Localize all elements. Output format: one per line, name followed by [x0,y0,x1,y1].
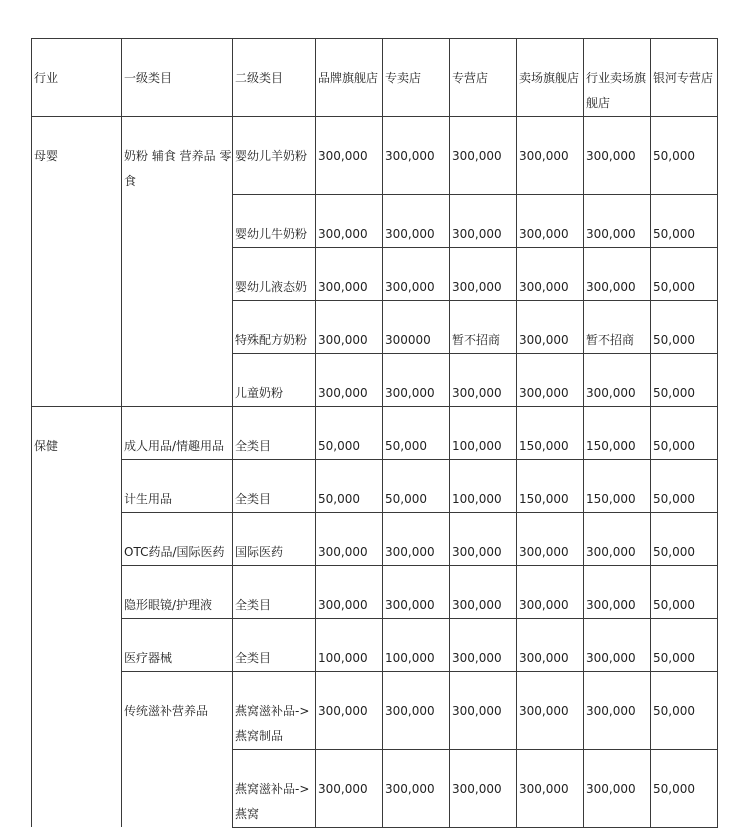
header-row [32,39,718,117]
cat2-cell: 全类目 [233,459,316,512]
header-cell-galaxy: 银河专营店 [651,39,718,117]
investment-fee-table [31,38,718,828]
value-cell: 300,000 [450,749,517,827]
value-cell: 50,000 [651,749,718,827]
value-cell: 150,000 [517,406,584,459]
header-cell-industry: 行业 [32,39,122,117]
value-cell: 300,000 [584,749,651,827]
value-cell: 300,000 [450,353,517,406]
cat2-cell: 燕窝滋补品->燕窝 [233,749,316,827]
industry-cell-continued [32,512,122,565]
cat2-cell: 儿童奶粉 [233,353,316,406]
cat1-cell-continued [122,353,233,406]
value-cell: 50,000 [316,459,383,512]
cat2-cell: 特殊配方奶粉 [233,300,316,353]
value-cell: 300,000 [517,749,584,827]
table-row [32,406,718,459]
value-cell: 300,000 [383,565,450,618]
value-cell: 50,000 [651,406,718,459]
value-cell: 300,000 [517,671,584,749]
cat1-cell: 成人用品/情趣用品 [122,406,233,459]
value-cell: 300,000 [584,512,651,565]
value-cell: 300,000 [517,512,584,565]
industry-cell: 母婴 [32,117,122,195]
value-cell: 50,000 [651,300,718,353]
value-cell: 300,000 [316,749,383,827]
value-cell: 300,000 [383,247,450,300]
cat1-cell: 奶粉 辅食 营养品 零食 [122,117,233,195]
industry-cell-continued [32,459,122,512]
value-cell: 300,000 [383,749,450,827]
table-row [32,749,718,827]
cat2-cell: 全类目 [233,618,316,671]
cat2-cell: 国际医药 [233,512,316,565]
cat1-cell: 隐形眼镜/护理液 [122,565,233,618]
industry-cell: 保健 [32,406,122,459]
value-cell: 300,000 [316,512,383,565]
industry-cell-continued [32,618,122,671]
value-cell: 300,000 [316,565,383,618]
value-cell: 300,000 [316,247,383,300]
value-cell: 50,000 [316,406,383,459]
industry-cell-continued [32,565,122,618]
value-cell: 50,000 [651,117,718,195]
value-cell: 300,000 [316,671,383,749]
value-cell: 300,000 [517,194,584,247]
value-cell: 150,000 [517,459,584,512]
table-row [32,353,718,406]
value-cell: 300,000 [316,194,383,247]
value-cell: 50,000 [651,512,718,565]
value-cell: 300,000 [584,671,651,749]
industry-cell-continued [32,749,122,827]
value-cell: 150,000 [584,459,651,512]
value-cell: 50,000 [651,459,718,512]
value-cell: 50,000 [651,618,718,671]
header-cell-franchise: 专卖店 [383,39,450,117]
industry-cell-continued [32,247,122,300]
value-cell: 300,000 [383,117,450,195]
value-cell: 300,000 [450,194,517,247]
value-cell: 300,000 [450,512,517,565]
value-cell: 300,000 [450,117,517,195]
cat1-cell: 传统滋补营养品 [122,671,233,749]
value-cell: 300,000 [316,117,383,195]
value-cell: 300000 [383,300,450,353]
value-cell: 100,000 [450,459,517,512]
value-cell: 300,000 [584,194,651,247]
value-cell: 300,000 [517,565,584,618]
value-cell: 300,000 [517,353,584,406]
value-cell: 100,000 [316,618,383,671]
cat2-cell: 全类目 [233,565,316,618]
cat1-cell-continued [122,247,233,300]
value-cell: 300,000 [316,300,383,353]
value-cell: 暂不招商 [584,300,651,353]
cat2-cell: 婴幼儿羊奶粉 [233,117,316,195]
table-row [32,618,718,671]
value-cell: 300,000 [517,300,584,353]
header-cell-cat1: 一级类目 [122,39,233,117]
value-cell: 300,000 [584,353,651,406]
value-cell: 300,000 [584,117,651,195]
cat2-cell: 全类目 [233,406,316,459]
value-cell: 50,000 [383,459,450,512]
table-row [32,459,718,512]
industry-cell-continued [32,194,122,247]
industry-cell-continued [32,300,122,353]
value-cell: 300,000 [517,618,584,671]
value-cell: 300,000 [383,671,450,749]
header-cell-specialty: 专营店 [450,39,517,117]
cat1-cell-continued [122,300,233,353]
value-cell: 300,000 [383,353,450,406]
cat1-cell-continued [122,194,233,247]
value-cell: 100,000 [450,406,517,459]
value-cell: 300,000 [383,512,450,565]
value-cell: 300,000 [450,247,517,300]
header-cell-cat2: 二级类目 [233,39,316,117]
value-cell: 50,000 [651,194,718,247]
value-cell: 50,000 [651,565,718,618]
value-cell: 50,000 [383,406,450,459]
cat1-cell-continued [122,749,233,827]
cat1-cell: 医疗器械 [122,618,233,671]
header-cell-mall-flagship: 卖场旗舰店 [517,39,584,117]
industry-cell-continued [32,353,122,406]
cat1-cell: 计生用品 [122,459,233,512]
table-row [32,565,718,618]
table-row [32,512,718,565]
table-row [32,671,718,749]
value-cell: 300,000 [517,117,584,195]
table-row [32,300,718,353]
table-row [32,117,718,195]
cat2-cell: 婴幼儿牛奶粉 [233,194,316,247]
value-cell: 300,000 [450,618,517,671]
industry-cell-continued [32,671,122,749]
value-cell: 300,000 [584,618,651,671]
value-cell: 150,000 [584,406,651,459]
cat2-cell: 燕窝滋补品->燕窝制品 [233,671,316,749]
header-cell-industry-mall-flagship: 行业卖场旗舰店 [584,39,651,117]
table-row [32,194,718,247]
cat2-cell: 婴幼儿液态奶 [233,247,316,300]
value-cell: 300,000 [517,247,584,300]
cat1-cell: OTC药品/国际医药 [122,512,233,565]
value-cell: 50,000 [651,247,718,300]
value-cell: 100,000 [383,618,450,671]
value-cell: 300,000 [584,565,651,618]
table-row [32,247,718,300]
value-cell: 300,000 [450,565,517,618]
value-cell: 300,000 [584,247,651,300]
header-cell-flagship: 品牌旗舰店 [316,39,383,117]
value-cell: 300,000 [383,194,450,247]
value-cell: 300,000 [316,353,383,406]
value-cell: 50,000 [651,353,718,406]
value-cell: 暂不招商 [450,300,517,353]
value-cell: 50,000 [651,671,718,749]
value-cell: 300,000 [450,671,517,749]
